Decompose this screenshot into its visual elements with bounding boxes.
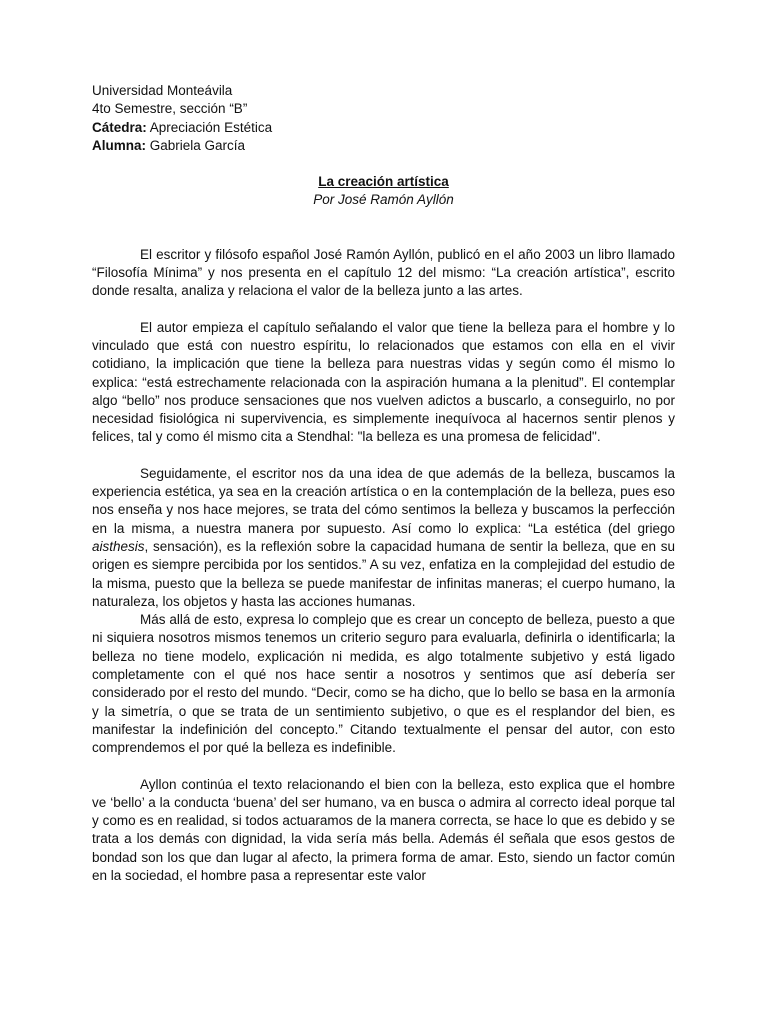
paragraph-4: Más allá de esto, expresa lo complejo que es crear un concepto de belleza, puesto a que ni siquiera nosotros mismos tenemos un criterio seguro para evaluarla, definirla o identificarla; la belleza no tiene modelo, explicación ni medida, es algo totalmente subjetivo y está ligado completamente con el qué nos hace sentir a nosotros y sentimos que así debería ser considerado por el resto del mundo. “Decir, como se ha dicho, que lo bello se basa en la armonía y la simetría, o que se trata de un sentimiento subjetivo, o que es el resplandor del bien, es manifestar la indefinición del concepto.” Citando textualmente el pensar del autor, con esto comprendemos el por qué la belleza es indefinible. [92, 612, 675, 756]
paragraph-1: El escritor y filósofo español José Ramón Ayllón, publicó en el año 2003 un libro llamado “Filosofía Mínima” y nos presenta en el capítulo 12 del mismo: “La creación artística”, escrito donde resalta, analiza y relaciona el valor de la belleza junto a las artes. [92, 246, 675, 299]
catedra-value: Apreciación Estética [149, 119, 273, 135]
title-block [92, 173, 675, 210]
document-page [92, 82, 675, 885]
document-author: Por José Ramón Ayllón [313, 192, 454, 208]
alumna-label: Alumna: [92, 137, 146, 153]
paragraph-5: Ayllon continúa el texto relacionando el bien con la belleza, esto explica que el hombre ve ‘bello’ a la conducta ‘buena’ del ser humano, va en busca o admira al correcto ideal porque tal y como es en realidad, si todos actuaramos de la manera correcta, se hace lo que es debido y se trata a los demás con dignidad, la vida sería más bella. Además él señala que esos gestos de bondad son los que dan lugar al afecto, la primera forma de amar. Esto, siendo un factor común en la sociedad, el hombre pasa a representar este valor [92, 776, 675, 883]
catedra-line [92, 119, 675, 137]
paragraph-3-italic-term: aisthesis [92, 538, 145, 554]
document-header [92, 82, 675, 155]
paragraph-2: El autor empieza el capítulo señalando el valor que tiene la belleza para el hombre y lo vinculado que está con nuestro espíritu, lo relacionados que estamos con ella en el vivir cotidiano, la implicación que tiene la belleza para nuestras vidas y según como él mismo lo explica: “está estrechamente relacionada con la aspiración humana a la plenitud”. El contemplar algo “bello” nos produce sensaciones que nos vuelven adictos a buscarlo, a conseguirlo, no por necesidad fisiológica ni supervivencia, es simplemente inequívoca al hacernos sentir plenos y felices, tal y como él mismo cita a Stendhal: "la belleza es una promesa de felicidad". [92, 319, 675, 445]
document-body [92, 246, 675, 886]
paragraph-3-part-a: Seguidamente, el escritor nos da una idea de que además de la belleza, buscamos la experiencia estética, ya sea en la creación artística o en la contemplación de la belleza, pues eso nos enseña y nos hace mejores, se trata del cómo sentimos la belleza y buscamos la perfección en la misma, a nuestra manera por supuesto. Así como lo explica: “La estética (del griego [92, 465, 675, 536]
catedra-label: Cátedra: [92, 119, 147, 135]
university-name: Universidad Monteávila [92, 83, 233, 98]
alumna-line [92, 137, 675, 155]
alumna-value: Gabriela García [149, 137, 246, 153]
paragraph-3 [92, 465, 675, 611]
document-title: La creación artística [318, 174, 449, 190]
paragraph-3-part-b: , sensación), es la reflexión sobre la capacidad humana de sentir la belleza, que en su origen es siempre percibida por los sentidos.” A su vez, enfatiza en la complejidad del estudio de la misma, puesto que la belleza se puede manifestar de infinitas maneras; el cuerpo humano, la naturaleza, los objetos y hasta las acciones humanas. [92, 538, 675, 609]
semester-section: 4to Semestre, sección “B” [92, 101, 248, 117]
